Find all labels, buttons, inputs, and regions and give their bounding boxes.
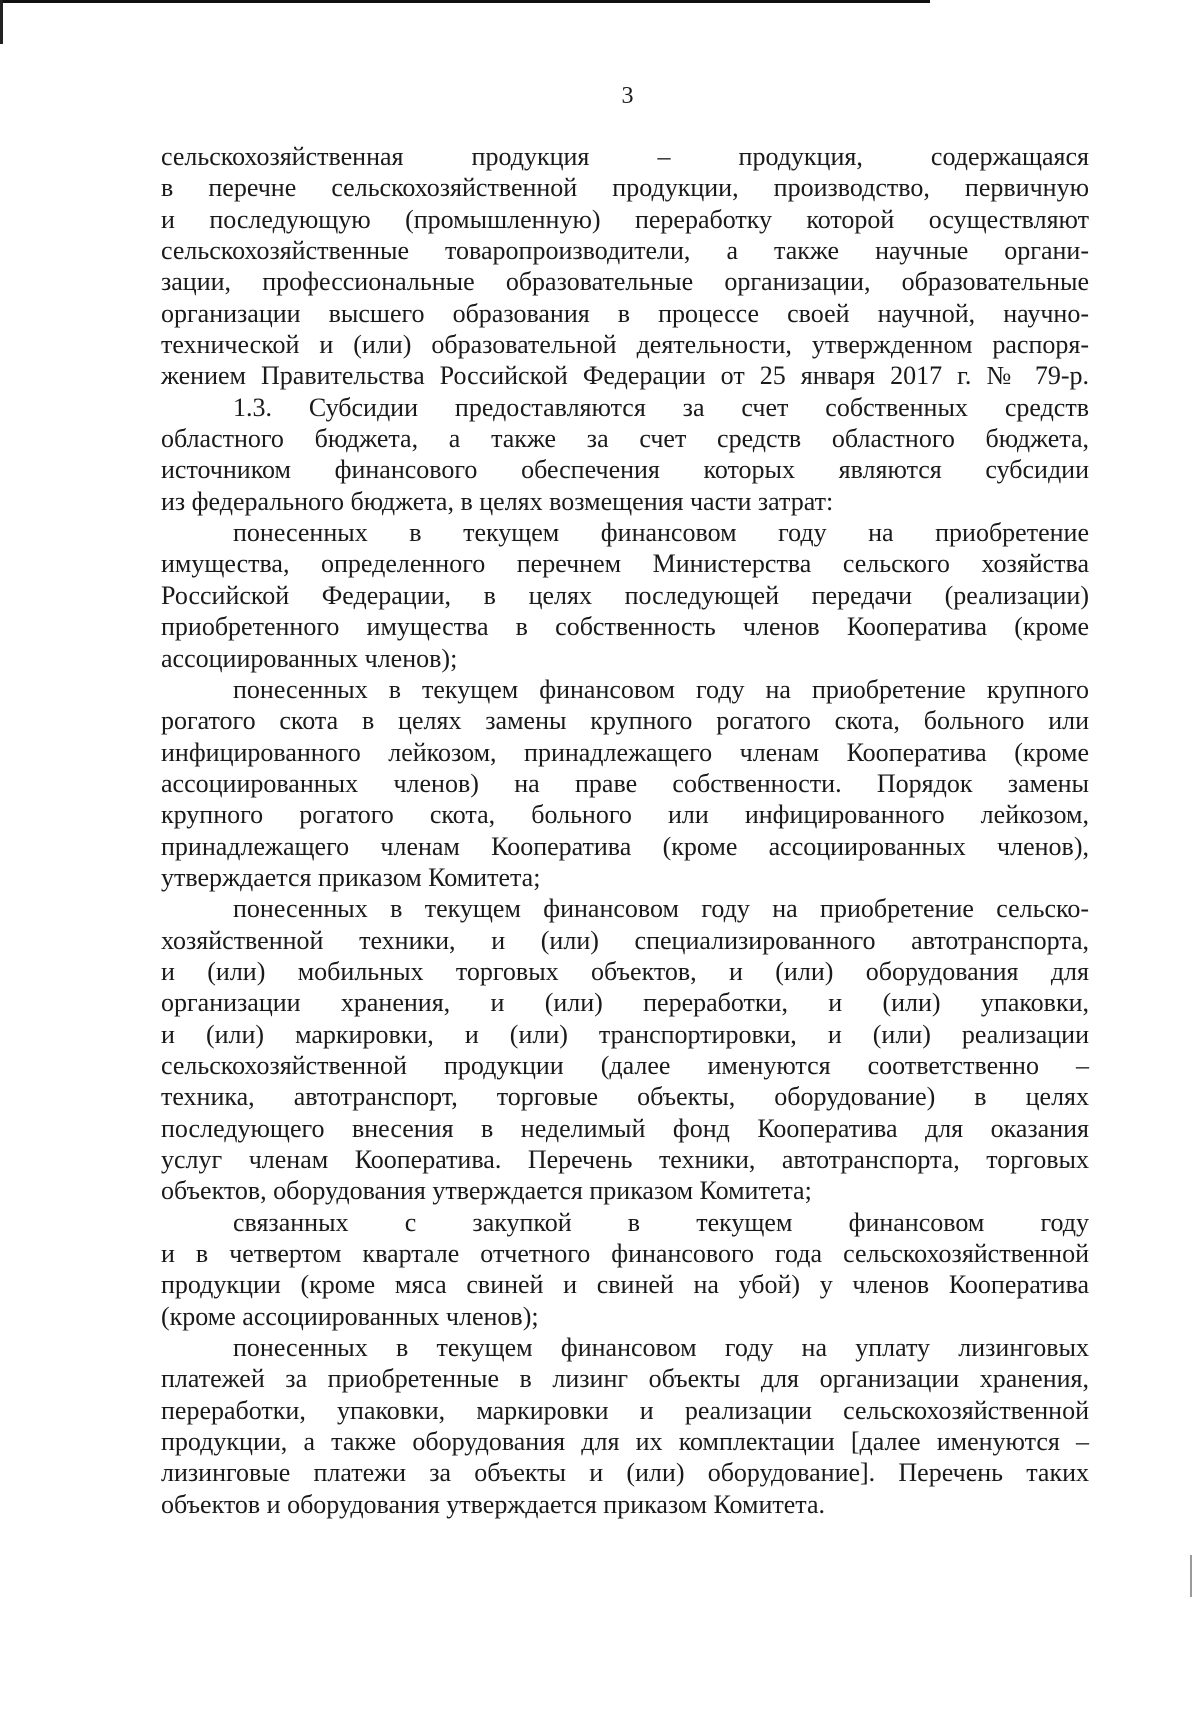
text-line: из федерального бюджета, в целях возмещения части затрат: xyxy=(161,486,834,516)
text-line: имущества, определенного перечнем Министерства сельского хозяйства xyxy=(161,549,1089,579)
text-line: сельскохозяйственная продукция – продукция, содержащаяся xyxy=(161,142,1089,171)
paragraph-leasing-payments xyxy=(161,1332,1089,1520)
text-line: продукции, а также оборудования для их комплектации [далее именуются – xyxy=(161,1427,1089,1457)
scan-left-edge-mark xyxy=(0,0,3,44)
text-line: техника, автотранспорт, торговые объекты, оборудование) в целях xyxy=(161,1082,1089,1112)
text-line: 1.3. Субсидии предоставляются за счет собственных средств xyxy=(233,392,1089,422)
text-line: рогатого скота в целях замены крупного рогатого скота, больного или xyxy=(161,706,1089,736)
text-line: последующего внесения в неделимый фонд Кооператива для оказания xyxy=(161,1113,1089,1143)
text-line: и (или) маркировки, и (или) транспортировки, и (или) реализации xyxy=(161,1019,1089,1049)
text-line: утверждается приказом Комитета; xyxy=(161,862,541,892)
text-line: ассоциированных членов); xyxy=(161,643,458,673)
text-line: крупного рогатого скота, больного или инфицированного лейкозом, xyxy=(161,800,1089,830)
paragraph-definition-agricultural-products xyxy=(161,141,1089,392)
text-line: услуг членам Кооператива. Перечень техники, автотранспорта, торговых xyxy=(161,1145,1089,1174)
text-line: инфицированного лейкозом, принадлежащего членам Кооператива (кроме xyxy=(161,737,1089,767)
text-line: понесенных в текущем финансовом году на приобретение крупного xyxy=(233,674,1089,704)
text-line: объектов, оборудования утверждается приказом Комитета; xyxy=(161,1176,812,1206)
text-line: объектов и оборудования утверждается приказом Комитета. xyxy=(161,1489,826,1519)
text-line: источником финансового обеспечения которых являются субсидии xyxy=(161,455,1089,485)
text-line: понесенных в текущем финансовом году на уплату лизинговых xyxy=(233,1333,1089,1363)
text-line: жением Правительства Российской Федерации от 25 января 2017 г. № 79-р. xyxy=(161,361,1089,391)
text-line: хозяйственной техники, и (или) специализированного автотранспорта, xyxy=(161,925,1089,955)
text-line: ассоциированных членов) на праве собственности. Порядок замены xyxy=(161,768,1089,798)
text-line: зации, профессиональные образовательные организации, образовательные xyxy=(161,267,1089,297)
text-line: организации хранения, и (или) переработки, и (или) упаковки, xyxy=(161,988,1089,1018)
page-number: 3 xyxy=(621,83,634,109)
paragraph-equipment-acquisition xyxy=(161,893,1089,1206)
scan-top-border xyxy=(0,0,930,3)
text-line: понесенных в текущем финансовом году на приобретение xyxy=(233,518,1089,548)
text-line: в перечне сельскохозяйственной продукции, производство, первичную xyxy=(161,173,1089,203)
text-line: сельскохозяйственной продукции (далее именуются соответственно – xyxy=(161,1050,1089,1080)
paragraph-1-3-subsidies xyxy=(161,392,1089,517)
text-line: Российской Федерации, в целях последующей передачи (реализации) xyxy=(161,580,1089,610)
text-line: и последующую (промышленную) переработку которой осуществляют xyxy=(161,204,1089,234)
text-line: (кроме ассоциированных членов); xyxy=(161,1301,539,1331)
text-line: платежей за приобретенные в лизинг объекты для организации хранения, xyxy=(161,1364,1089,1394)
text-line: областного бюджета, а также за счет средств областного бюджета, xyxy=(161,424,1089,454)
text-line: технической и (или) образовательной деятельности, утвержденном распоря- xyxy=(161,330,1089,360)
text-line: лизинговые платежи за объекты и (или) оборудование]. Перечень таких xyxy=(161,1458,1089,1488)
text-line: принадлежащего членам Кооператива (кроме ассоциированных членов), xyxy=(161,831,1089,861)
text-line: понесенных в текущем финансовом году на приобретение сельско- xyxy=(233,894,1089,924)
scan-right-edge-mark xyxy=(1190,1555,1192,1597)
text-line: связанных с закупкой в текущем финансовом году xyxy=(233,1207,1089,1237)
document-body xyxy=(161,141,1089,1520)
text-line: переработки, упаковки, маркировки и реализации сельскохозяйственной xyxy=(161,1395,1089,1425)
text-line: продукции (кроме мяса свиней и свиней на убой) у членов Кооператива xyxy=(161,1270,1089,1300)
text-line: приобретенного имущества в собственность членов Кооператива (кроме xyxy=(161,612,1089,642)
text-line: и (или) мобильных торговых объектов, и (или) оборудования для xyxy=(161,956,1089,986)
paragraph-cattle-replacement xyxy=(161,674,1089,893)
paragraph-property-acquisition xyxy=(161,517,1089,674)
paragraph-procurement xyxy=(161,1207,1089,1332)
text-line: организации высшего образования в процессе своей научной, научно- xyxy=(161,298,1089,328)
text-line: сельскохозяйственные товаропроизводители, а также научные органи- xyxy=(161,236,1089,266)
text-line: и в четвертом квартале отчетного финансового года сельскохозяйственной xyxy=(161,1239,1089,1269)
